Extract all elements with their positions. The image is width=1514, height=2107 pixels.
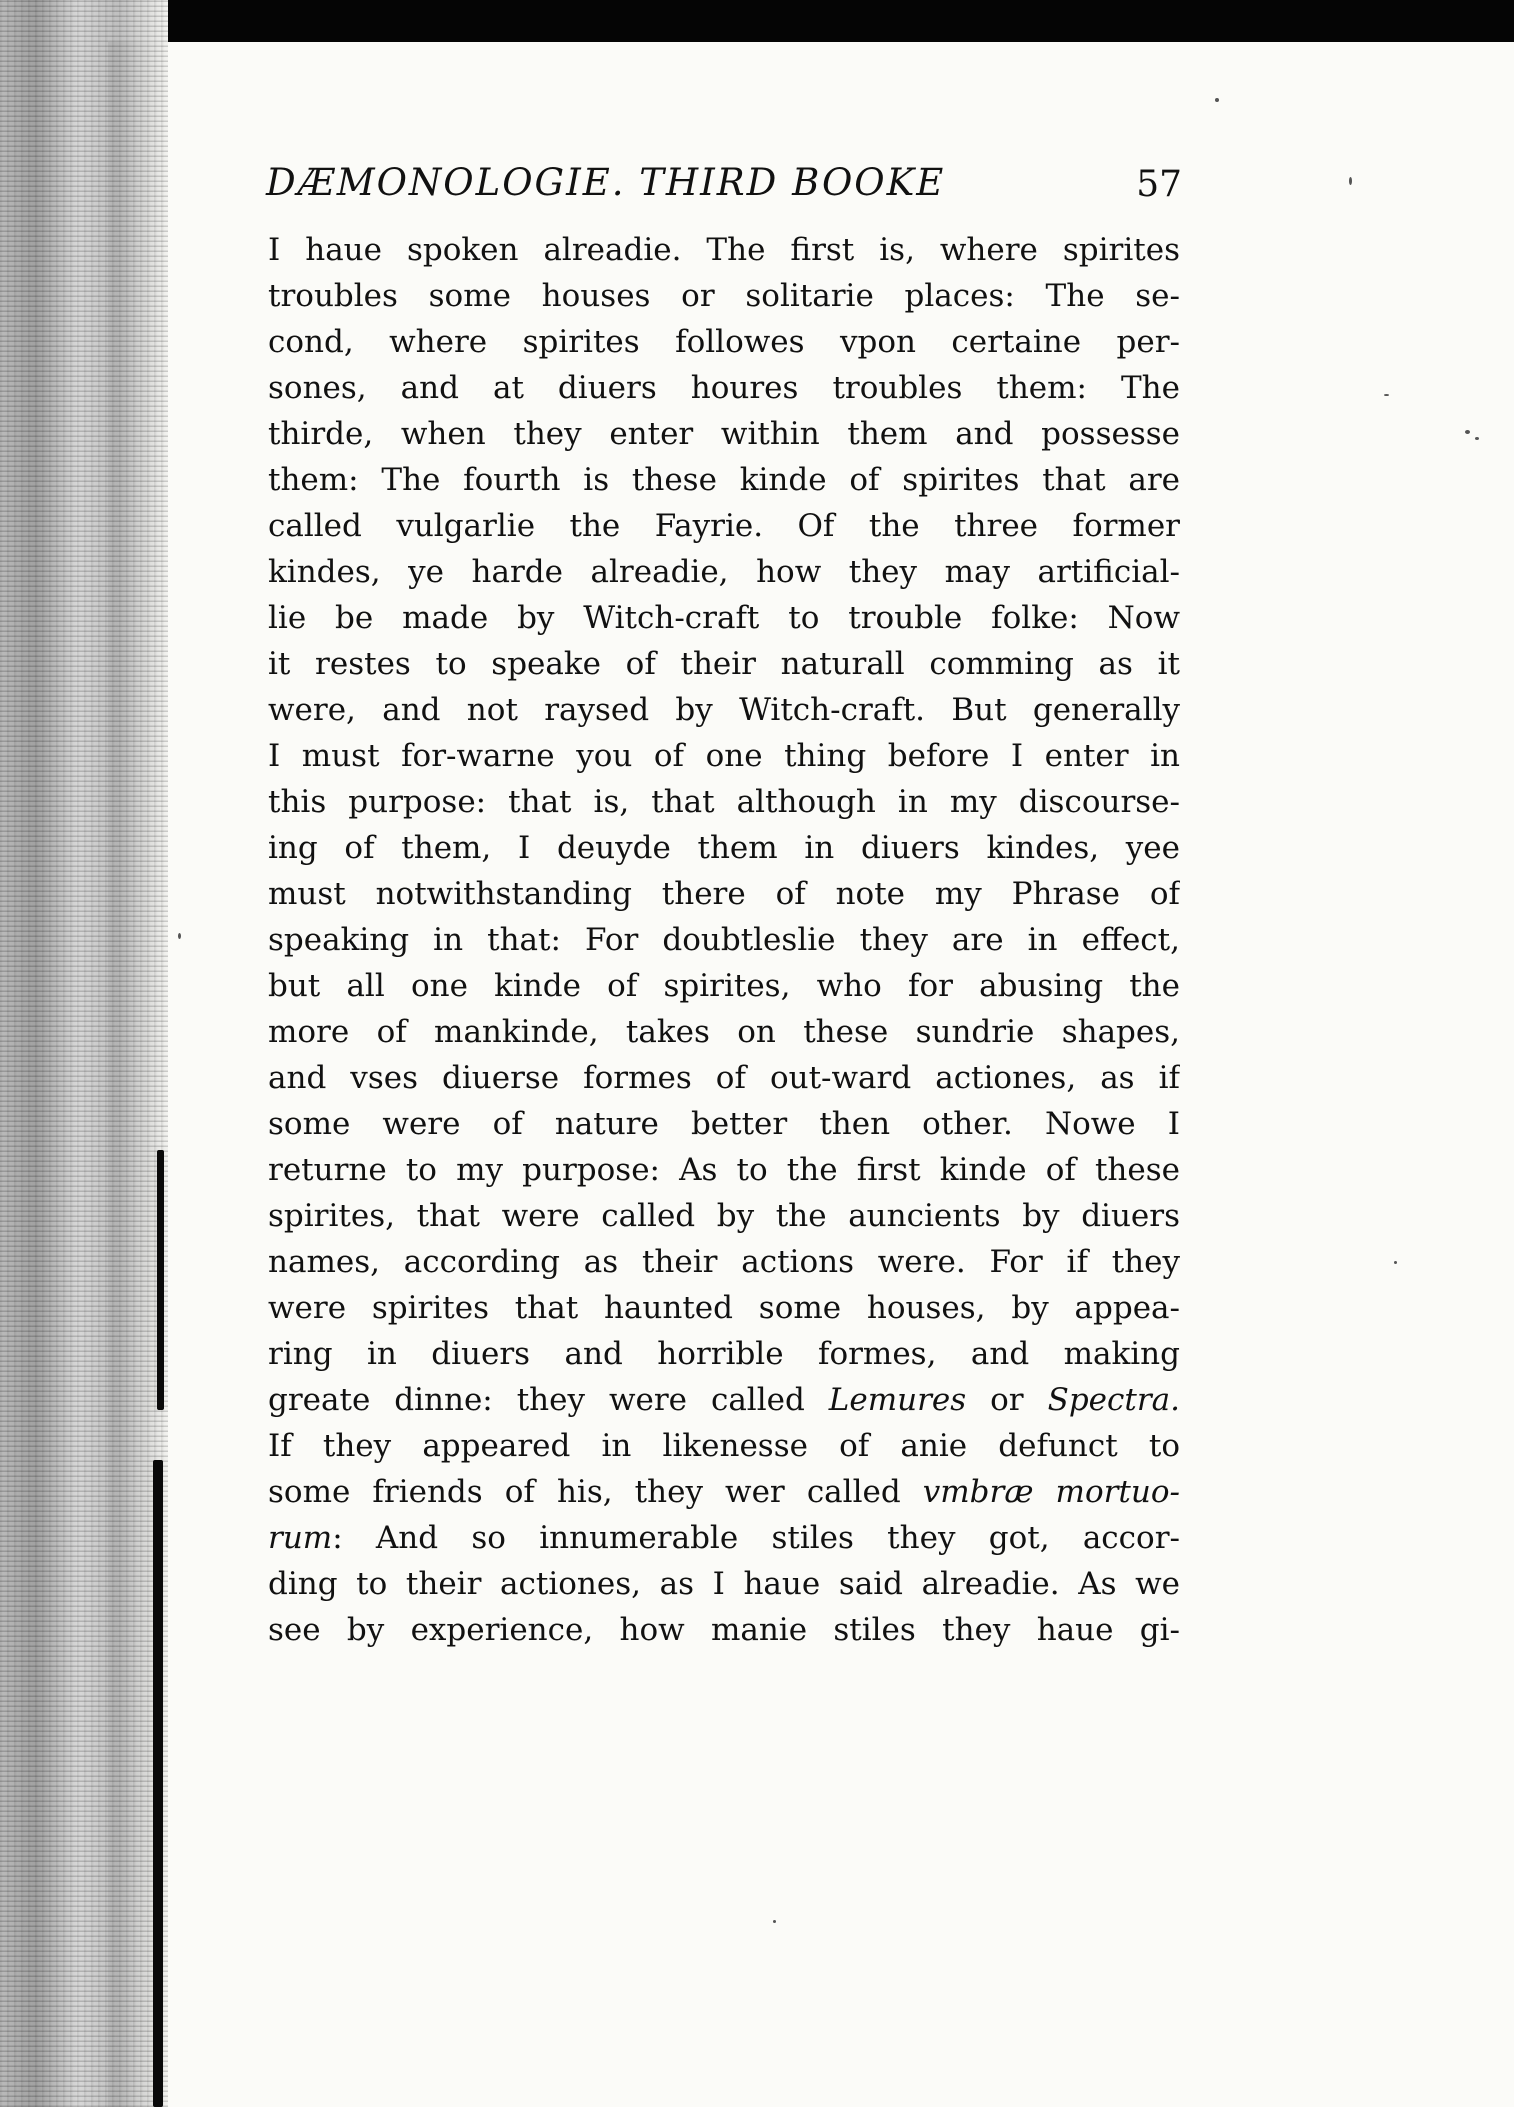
italic-term-lemures: Lemures bbox=[828, 1382, 967, 1418]
scan-speck bbox=[178, 933, 181, 939]
text-line: names, according as their actions were. For if they bbox=[268, 1244, 1180, 1280]
text-line: ring in diuers and horrible formes, and making bbox=[268, 1336, 1180, 1372]
text-line: it restes to speake of their naturall comming as it bbox=[268, 646, 1180, 682]
text-line: spirites, that were called by the auncients by diuers bbox=[268, 1198, 1180, 1234]
text-line: troubles some houses or solitarie places: The se- bbox=[268, 278, 1180, 314]
text-segment: or bbox=[966, 1382, 1048, 1418]
text-segment: : And so innumerable stiles they got, accor- bbox=[332, 1520, 1180, 1556]
text-line-with-italics bbox=[268, 1377, 1180, 1423]
scan-speck bbox=[1475, 437, 1479, 440]
italic-term-rum: rum bbox=[268, 1520, 333, 1556]
scan-speck bbox=[1465, 430, 1470, 434]
text-line: see by experience, how manie stiles they haue gi- bbox=[268, 1612, 1180, 1648]
text-line: I haue spoken alreadie. The first is, where spirites bbox=[268, 232, 1180, 268]
text-line-with-italics bbox=[268, 1469, 1180, 1515]
text-line: must notwithstanding there of note my Phrase of bbox=[268, 876, 1180, 912]
text-line: thirde, when they enter within them and possesse bbox=[268, 416, 1180, 452]
scan-speck bbox=[773, 1920, 776, 1923]
text-segment: greate dinne: they were called bbox=[268, 1382, 829, 1418]
scan-speck bbox=[1394, 1261, 1397, 1264]
text-line: called vulgarlie the Fayrie. Of the three former bbox=[268, 508, 1180, 544]
scan-top-border bbox=[0, 0, 1514, 42]
page-number: 57 bbox=[1136, 164, 1182, 205]
text-line: ing of them, I deuyde them in diuers kindes, yee bbox=[268, 830, 1180, 866]
text-line: them: The fourth is these kinde of spirites that are bbox=[268, 462, 1180, 498]
text-line: ding to their actiones, as I haue said alreadie. As we bbox=[268, 1566, 1180, 1602]
text-line: kindes, ye harde alreadie, how they may artificial- bbox=[268, 554, 1180, 590]
text-line: If they appeared in likenesse of anie defunct to bbox=[268, 1428, 1180, 1464]
text-segment: some friends of his, they wer called bbox=[268, 1474, 923, 1510]
text-line: speaking in that: For doubtleslie they are in effect, bbox=[268, 922, 1180, 958]
scan-speck bbox=[1384, 394, 1389, 396]
text-line: more of mankinde, takes on these sundrie shapes, bbox=[268, 1014, 1180, 1050]
italic-term-umbrae: vmbræ mortuo- bbox=[922, 1474, 1180, 1510]
body-text bbox=[268, 227, 1180, 1653]
binding-mark-lower bbox=[153, 1460, 163, 2107]
scan-speck bbox=[1349, 177, 1352, 185]
text-line-with-italics bbox=[268, 1515, 1180, 1561]
text-line: were, and not raysed by Witch-craft. But generally bbox=[268, 692, 1180, 728]
running-header bbox=[266, 155, 1182, 211]
text-line: cond, where spirites followes vpon certaine per- bbox=[268, 324, 1180, 360]
scan-speck bbox=[1215, 98, 1219, 102]
text-line: returne to my purpose: As to the first kinde of these bbox=[268, 1152, 1180, 1188]
text-line: and vses diuerse formes of out-ward actiones, as if bbox=[268, 1060, 1180, 1096]
text-line: this purpose: that is, that although in my discourse- bbox=[268, 784, 1180, 820]
text-line: but all one kinde of spirites, who for abusing the bbox=[268, 968, 1180, 1004]
running-title: DÆMONOLOGIE. THIRD BOOKE bbox=[266, 161, 946, 204]
text-line: I must for-warne you of one thing before I enter in bbox=[268, 738, 1180, 774]
text-line: lie be made by Witch-craft to trouble folke: Now bbox=[268, 600, 1180, 636]
text-line: were spirites that haunted some houses, by appea- bbox=[268, 1290, 1180, 1326]
binding-mark-upper bbox=[157, 1150, 164, 1410]
text-line: sones, and at diuers houres troubles them: The bbox=[268, 370, 1180, 406]
italic-term-spectra: Spectra. bbox=[1047, 1382, 1180, 1418]
text-line: some were of nature better then other. Nowe I bbox=[268, 1106, 1180, 1142]
